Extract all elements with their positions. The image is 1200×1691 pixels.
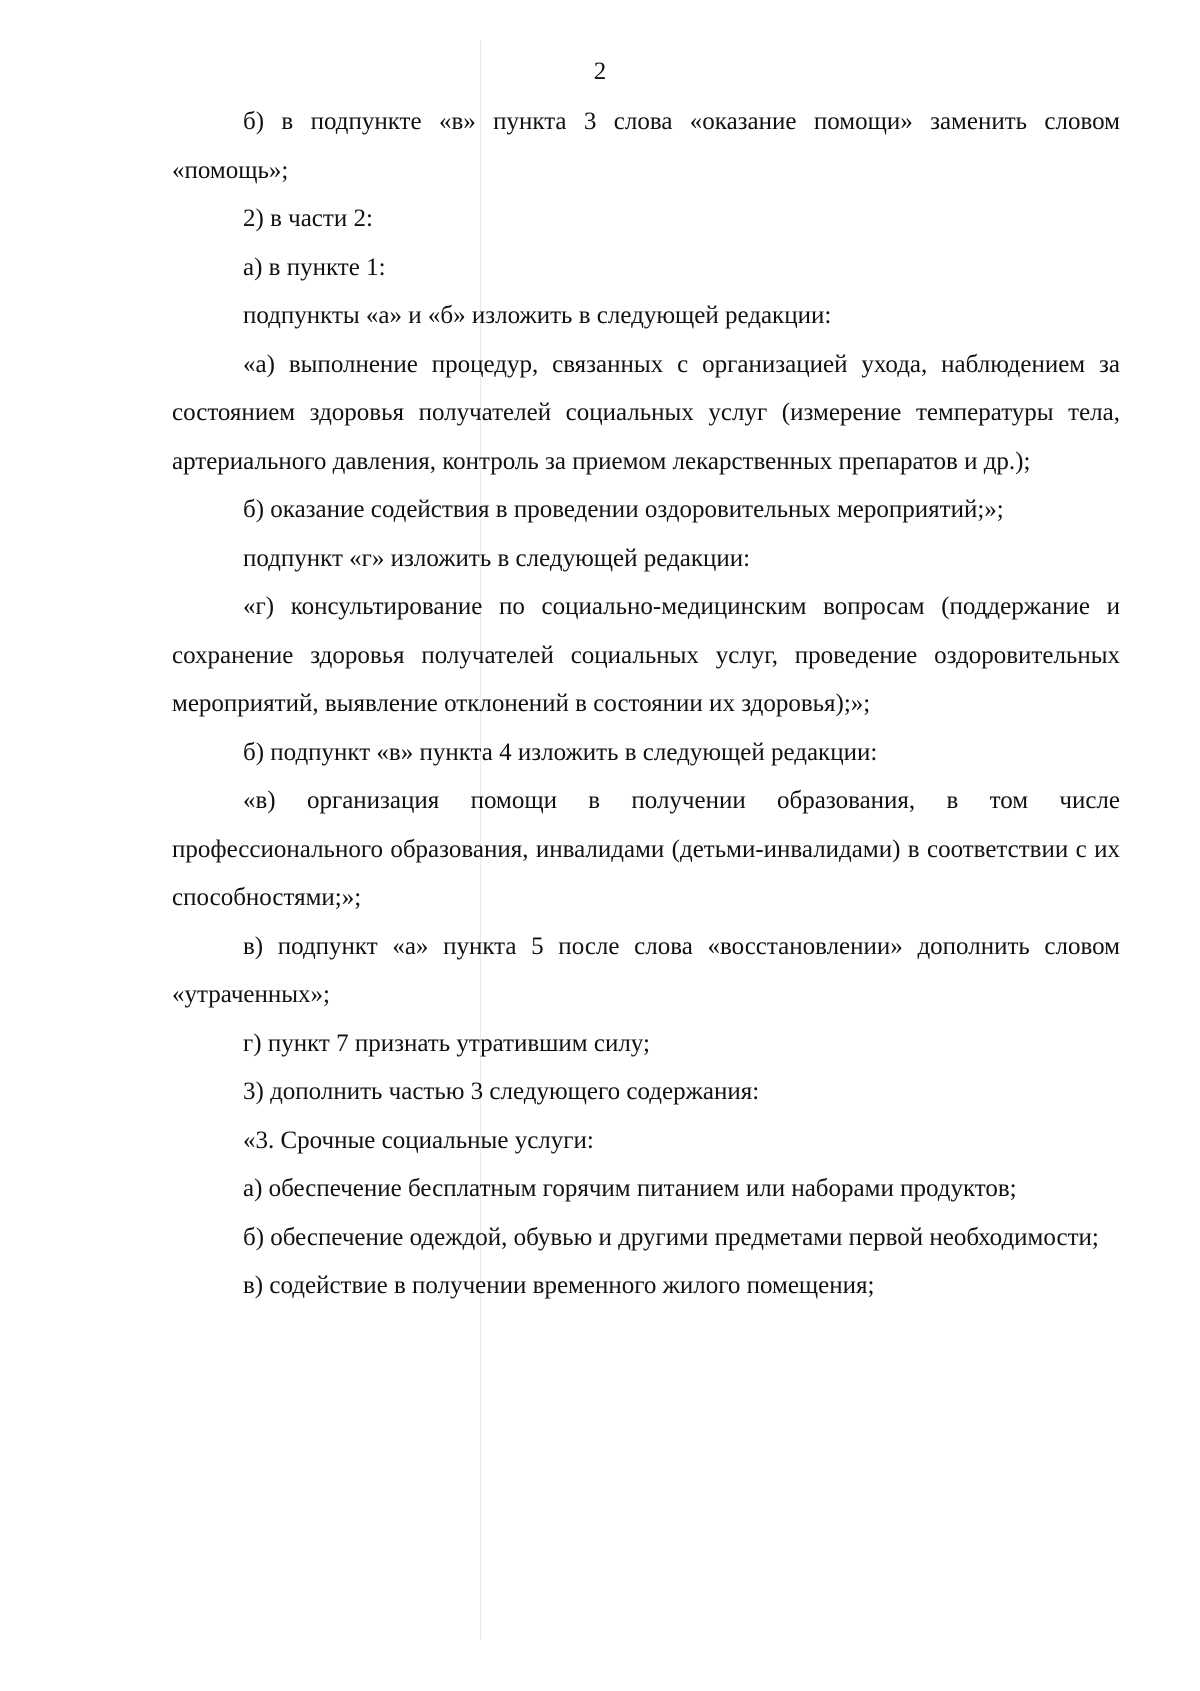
document-body xyxy=(172,98,1120,1311)
paragraph: «в) организация помощи в получении образования, в том числе профессионального образования, инвалидами (детьми-инвалидами) в соответствии с их способностями;»; xyxy=(172,787,1120,911)
paragraph: в) содействие в получении временного жилого помещения; xyxy=(243,1272,875,1299)
paragraph: «3. Срочные социальные услуги: xyxy=(243,1126,594,1154)
paragraph: б) в подпункте «в» пункта 3 слова «оказание помощи» заменить словом «помощь»; xyxy=(172,108,1120,184)
paragraph: в) подпункт «а» пункта 5 после слова «восстановлении» дополнить словом «утраченных»; xyxy=(172,932,1120,1008)
paragraph: а) в пункте 1: xyxy=(243,253,386,281)
paragraph: «а) выполнение процедур, связанных с организацией ухода, наблюдением за состоянием здоровья получателей социальных услуг (измерение температуры тела, артериального давления, контроль за приемом лекарственных препаратов и др.); xyxy=(172,350,1120,475)
paragraph: 2) в части 2: xyxy=(243,205,373,232)
paragraph: г) пункт 7 признать утратившим силу; xyxy=(243,1029,650,1057)
paragraph: подпункт «г» изложить в следующей редакции: xyxy=(243,544,751,572)
paragraph: б) оказание содействия в проведении оздоровительных мероприятий;»; xyxy=(243,496,1004,523)
paragraph: 3) дополнить частью 3 следующего содержания: xyxy=(243,1078,760,1105)
paragraph: б) подпункт «в» пункта 4 изложить в следующей редакции: xyxy=(243,738,878,766)
paragraph: а) обеспечение бесплатным горячим питанием или наборами продуктов; xyxy=(243,1175,1017,1202)
paragraph: б) обеспечение одеждой, обувью и другими предметами первой необходимости; xyxy=(243,1223,1099,1251)
paragraph: подпункты «а» и «б» изложить в следующей редакции: xyxy=(243,302,832,329)
page-number: 2 xyxy=(593,58,607,85)
paragraph: «г) консультирование по социально-медицинским вопросам (поддержание и сохранение здоровья получателей социальных услуг, проведение оздоровительных мероприятий, выявление отклонений в состоянии их здоровья);»; xyxy=(172,593,1120,717)
